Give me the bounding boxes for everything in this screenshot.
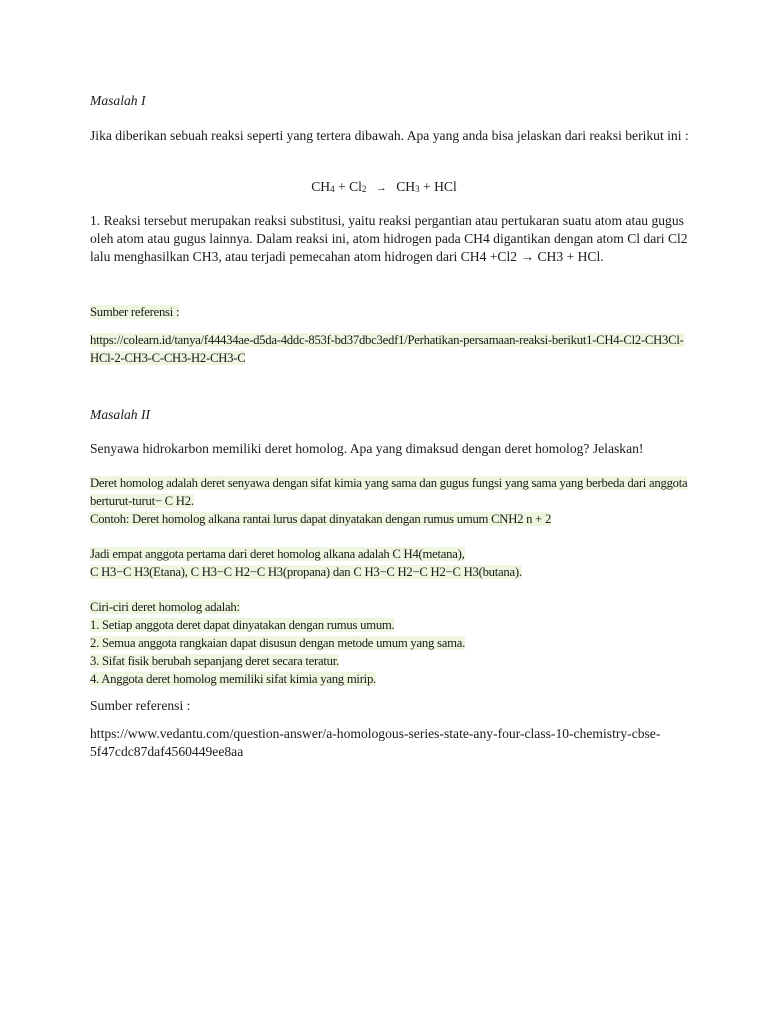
- reaction-arrow-icon: →: [375, 182, 387, 194]
- feature-item: 1. Setiap anggota deret dapat dinyatakan dengan rumus umum.: [90, 618, 395, 632]
- problem1-source-url[interactable]: https://colearn.id/tanya/f44434ae-d5da-4ddc-853f-bd37dbc3edf1/Perhatikan-persamaan-reaksi-berikut1-CH4-Cl2-CH3Cl-HCl-2-CH3-C-CH3-H2-CH3-C: [90, 333, 684, 365]
- problem1-heading: Masalah I: [90, 93, 146, 108]
- product-ch3: $CH_3$: [396, 179, 420, 194]
- problem2-source-label: Sumber referensi :: [90, 698, 191, 713]
- feature-item: 3. Sifat fisik berubah sepanjang deret secara teratur.: [90, 654, 339, 668]
- alkane-members-line2: C H3−C H3(Etana), C H3−C H2−C H3(propana) dan C H3−C H2−C H2−C H3(butana).: [90, 565, 522, 579]
- homolog-definition-block: [90, 474, 690, 528]
- feature-item: 2. Semua anggota rangkaian dapat disusun dengan metode umum yang sama.: [90, 636, 466, 650]
- alkane-members-block: [90, 545, 690, 581]
- problem2-source-url[interactable]: https://www.vedantu.com/question-answer/a-homologous-series-state-any-four-class-10-chemistry-cbse-5f47cdc87daf4560449ee8aa: [90, 726, 661, 759]
- reactant-cl2: $Cl_2$: [349, 179, 367, 194]
- reaction-equation: [0, 178, 768, 197]
- features-block: [90, 598, 690, 688]
- alkane-members-line1: Jadi empat anggota pertama dari deret homolog alkana adalah C H4(metana),: [90, 547, 465, 561]
- plus-sign: +: [338, 179, 346, 194]
- plus-sign: +: [423, 179, 431, 194]
- homolog-definition: Deret homolog adalah deret senyawa dengan sifat kimia yang sama dan gugus fungsi yang sama yang berbeda dari anggota berturut-turut− C H2.: [90, 476, 688, 508]
- product-hcl: HCl: [434, 179, 457, 194]
- features-title: Ciri-ciri deret homolog adalah:: [90, 600, 240, 614]
- problem1-answer: 1. Reaksi tersebut merupakan reaksi substitusi, yaitu reaksi pergantian atau pertukaran suatu atom atau gugus oleh atom atau gugus lainnya. Dalam reaksi ini, atom hidrogen pada CH4 digantikan dengan atom Cl dari Cl2 lalu menghasilkan CH3, atau terjadi pemecahan atom hidrogen dari CH4 +Cl2 → CH3 + HCl.: [90, 213, 688, 264]
- problem2-heading: Masalah II: [90, 407, 151, 422]
- homolog-example: Contoh: Deret homolog alkana rantai lurus dapat dinyatakan dengan rumus umum CNH2 n + 2: [90, 512, 552, 526]
- problem2-question: Senyawa hidrokarbon memiliki deret homolog. Apa yang dimaksud dengan deret homolog? Jelaskan!: [90, 441, 644, 456]
- reactant-ch4: $CH_4$: [311, 179, 335, 194]
- problem1-source-label: Sumber referensi :: [90, 305, 180, 319]
- feature-item: 4. Anggota deret homolog memiliki sifat kimia yang mirip.: [90, 672, 376, 686]
- problem1-question: Jika diberikan sebuah reaksi seperti yang tertera dibawah. Apa yang anda bisa jelaskan dari reaksi berikut ini :: [90, 128, 689, 143]
